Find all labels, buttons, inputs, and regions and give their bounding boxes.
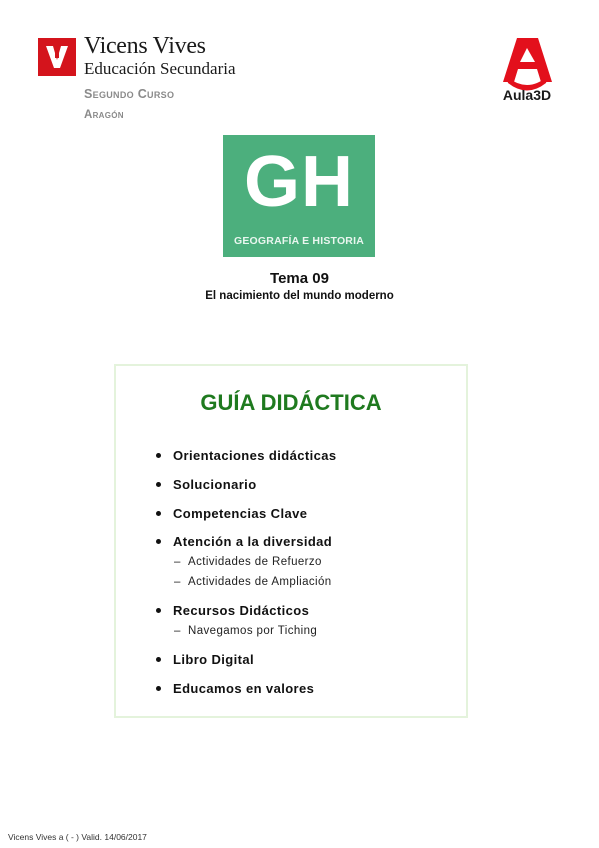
aula3d-brand: Aula3D (502, 87, 552, 103)
guide-item-label: Libro Digital (173, 652, 255, 667)
region-label: Aragón (84, 109, 124, 121)
guide-item-label: Educamos en valores (173, 681, 315, 696)
guide-item-solucionario[interactable] (156, 477, 257, 492)
guide-item-competencias[interactable] (156, 506, 307, 521)
subject-initials: GH (244, 142, 354, 222)
guide-subitem-label: Actividades de Ampliación (188, 576, 332, 588)
guide-panel (114, 364, 468, 718)
bullet-icon (156, 539, 161, 544)
footer-validation: Vicens Vives a ( - ) Valid. 14/06/2017 (8, 832, 147, 842)
dash-icon: – (174, 556, 181, 568)
bullet-icon (156, 686, 161, 691)
guide-subitem-label: Actividades de Refuerzo (188, 556, 322, 568)
topic-subtitle: El nacimiento del mundo moderno (205, 290, 394, 302)
guide-item-diversidad[interactable] (156, 534, 332, 549)
guide-item-orientaciones[interactable] (156, 448, 337, 463)
guide-item-recursos[interactable] (156, 603, 309, 618)
subject-name: GEOGRAFÍA E HISTORIA (233, 235, 364, 247)
publisher-subtitle: Educación Secundaria (84, 59, 236, 78)
vicens-vives-logo-icon (38, 38, 76, 76)
bullet-icon (156, 453, 161, 458)
guide-item-valores[interactable] (156, 681, 314, 696)
guide-item-label: Competencias Clave (173, 506, 308, 521)
guide-subitem-refuerzo[interactable] (174, 556, 322, 568)
guide-item-label: Recursos Didácticos (173, 603, 310, 618)
guide-item-label: Orientaciones didácticas (173, 448, 337, 463)
bullet-icon (156, 608, 161, 613)
topic-title: Tema 09 (270, 270, 329, 287)
dash-icon: – (174, 576, 181, 588)
bullet-icon (156, 657, 161, 662)
publisher-name: Vicens Vives (84, 33, 206, 59)
course-label: Segundo Curso (84, 87, 175, 101)
bullet-icon (156, 511, 161, 516)
guide-subitem-tiching[interactable] (174, 625, 317, 637)
bullet-icon (156, 482, 161, 487)
subject-cover (223, 135, 375, 257)
guide-subitem-label: Navegamos por Tiching (188, 625, 318, 637)
dash-icon: – (174, 625, 181, 637)
guide-subitem-ampliacion[interactable] (174, 576, 332, 588)
guide-item-label: Atención a la diversidad (173, 534, 333, 549)
guide-item-label: Solucionario (173, 477, 257, 492)
guide-title: GUÍA DIDÁCTICA (200, 390, 382, 415)
guide-item-libro-digital[interactable] (156, 652, 254, 667)
